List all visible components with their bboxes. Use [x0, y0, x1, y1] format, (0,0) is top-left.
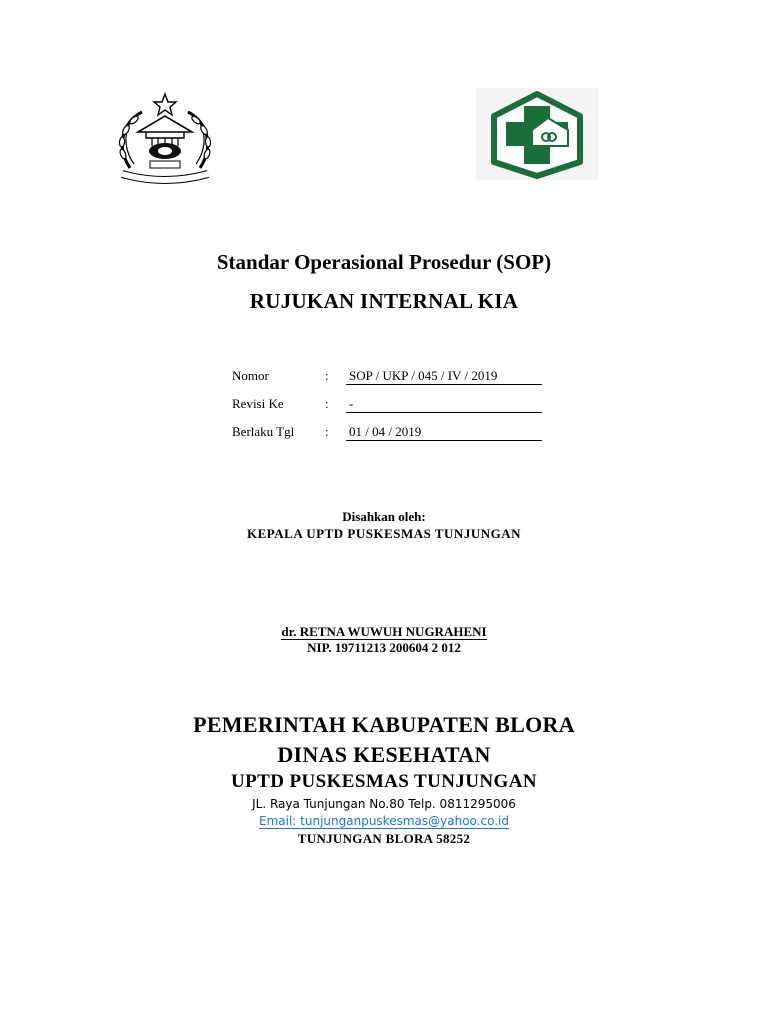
meta-value: 01 / 04 / 2019: [346, 424, 542, 441]
meta-value: -: [346, 396, 542, 413]
regency-crest-logo: [112, 92, 218, 188]
approval-position: KEPALA UPTD PUSKESMAS TUNJUNGAN: [247, 526, 521, 541]
puskesmas-cross-logo: [476, 88, 598, 180]
meta-row-revisi: [232, 396, 552, 416]
gov-line-2: DINAS KESEHATAN: [277, 742, 491, 767]
meta-label: Berlaku Tgl: [232, 424, 295, 439]
address: JL. Raya Tunjungan No.80 Telp. 0811295006: [252, 797, 516, 811]
approval-label: Disahkan oleh:: [342, 509, 426, 524]
signer-nip: NIP. 19711213 200604 2 012: [307, 640, 461, 655]
gov-line-3: UPTD PUSKESMAS TUNJUNGAN: [231, 771, 537, 792]
signer-name: [0, 624, 768, 640]
email-link[interactable]: [0, 814, 768, 828]
meta-label: Revisi Ke: [232, 396, 284, 411]
meta-row-nomor: [232, 368, 552, 388]
sop-title: Standar Operasional Prosedur (SOP): [216, 250, 552, 274]
gov-line-1: PEMERINTAH KABUPATEN BLORA: [193, 712, 575, 737]
meta-colon: :: [325, 368, 329, 383]
email-text[interactable]: Email: tunjunganpuskesmas@yahoo.co.id: [259, 814, 509, 828]
meta-value: SOP / UKP / 045 / IV / 2019: [346, 368, 542, 385]
meta-colon: :: [325, 424, 329, 439]
meta-row-berlaku: [232, 424, 552, 444]
signer-name-text: dr. RETNA WUWUH NUGRAHENI: [281, 624, 487, 639]
meta-label: Nomor: [232, 368, 269, 383]
sop-subject: RUJUKAN INTERNAL KIA: [249, 289, 519, 313]
city-line: TUNJUNGAN BLORA 58252: [297, 831, 471, 846]
meta-colon: :: [325, 396, 329, 411]
